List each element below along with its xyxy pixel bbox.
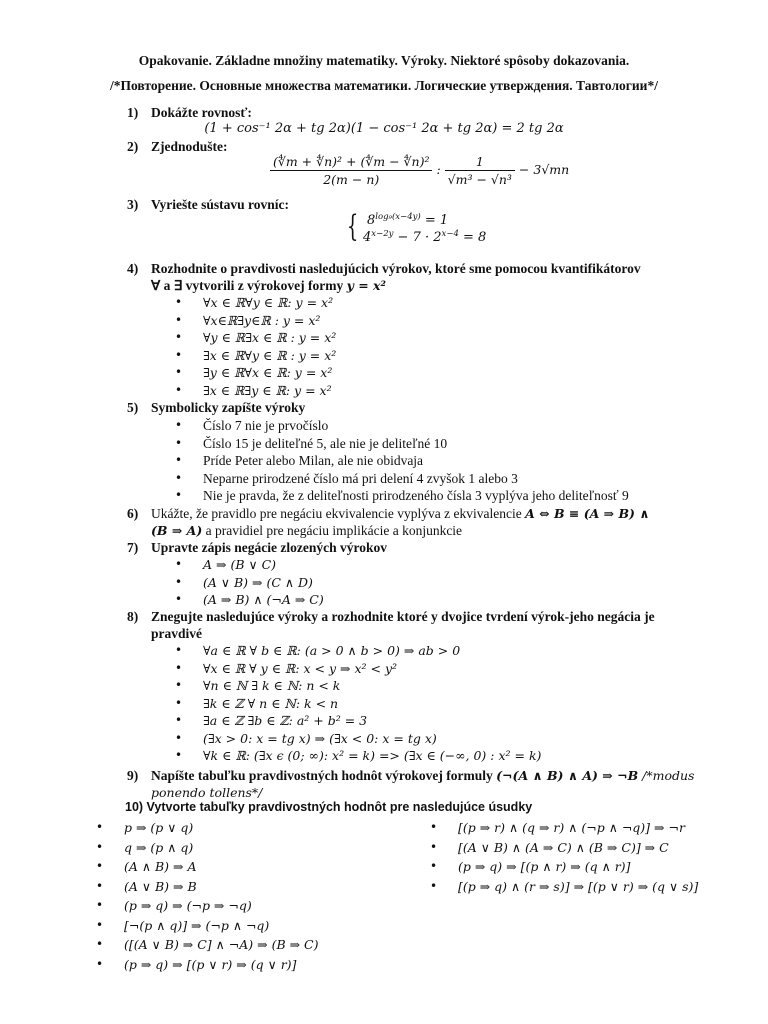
eq2-rhs: = 8	[458, 230, 487, 245]
eq1-base: 8	[367, 213, 376, 228]
propositional-form: y = x²	[346, 278, 386, 293]
list-item: • [¬(p ∧ q)] ⇒ (¬p ∧ ¬q)	[96, 916, 319, 936]
problem-7	[127, 539, 387, 556]
problem-10-right-list	[430, 818, 698, 896]
problem-4-list	[175, 294, 336, 399]
problem-1	[127, 104, 252, 121]
list-item: • ∀k ∈ ℝ: (∃x ϵ (0; ∞): x² = k) => (∃x ∈ (−∞, 0) : x² = k)	[175, 747, 541, 765]
problem-4	[127, 260, 641, 277]
problem-text: ∀ a ∃ vytvorili z výrokovej formy	[151, 278, 347, 293]
problem-3	[127, 196, 289, 213]
problem-1-formula: (1 + cos⁻¹ 2α + tg 2α)(1 − cos⁻¹ 2α + tg 2α) = 2 tg 2α	[204, 121, 564, 136]
problem-note: /*modus	[638, 768, 695, 783]
list-item: • [(p ⇒ q) ∧ (r ⇒ s)] ⇒ [(p ∨ r) ⇒ (q ∨ s)]	[430, 877, 698, 897]
problem-number: 2)	[127, 139, 139, 154]
list-item: • p ⇒ (p ∨ q)	[96, 818, 319, 838]
problem-text: Symbolicky zapíšte výroky	[151, 400, 306, 415]
fraction-denominator: √m³ − √n³	[447, 172, 512, 187]
problem-10: 10) Vytvorte tabuľky pravdivostných hodnôt pre nasledujúce úsudky	[125, 800, 533, 814]
list-item: • (p ⇒ q) ⇒ [(p ∧ r) ⇒ (q ∧ r)]	[430, 857, 698, 877]
list-item: • (A ∨ B) ⇒ (C ∧ D)	[175, 574, 324, 592]
division-colon: :	[436, 162, 441, 177]
list-item: • (A ∨ B) ⇒ B	[96, 877, 319, 897]
problem-number: 5)	[127, 400, 139, 415]
problem-text: Ukážte, že pravidlo pre negáciu ekvivalencie vyplýva z ekvivalencie	[151, 506, 526, 521]
problem-5	[127, 399, 305, 416]
eq2-exp-2: x−4	[441, 229, 459, 239]
list-item: • ∃y ∈ ℝ∀x ∈ ℝ: y = x²	[175, 364, 336, 382]
title-russian: /*Повторение. Основные множества математики. Логические утверждения. Тавтологии*/	[110, 78, 658, 93]
list-item: • ∀x∈ℝ∃y∈ℝ : y = x²	[175, 312, 336, 330]
list-item: • ∃x ∈ ℝ∀y ∈ ℝ : y = x²	[175, 347, 336, 365]
list-item: • ([(A ∨ B) ⇒ C] ∧ ¬A) ⇒ (B ⇒ C)	[96, 935, 319, 955]
list-item: • [(p ⇒ r) ∧ (q ⇒ r) ∧ (¬p ∧ ¬q)] ⇒ ¬r	[430, 818, 698, 838]
list-item: • (A ∧ B) ⇒ A	[96, 857, 319, 877]
equivalence-formula: A ⇔ B ≡ (A ⇒ B) ∧	[525, 506, 650, 521]
equation-1	[355, 212, 486, 229]
list-item: • (∃x > 0: x = tg x) ⇒ (∃x < 0: x = tg x)	[175, 730, 541, 748]
list-item: • q ⇒ (p ∧ q)	[96, 838, 319, 858]
list-item: • A ⇒ (B ∨ C)	[175, 556, 324, 574]
problem-9-line2	[151, 784, 262, 801]
list-item: • ∃k ∈ ℤ ∀ n ∈ ℕ: k < n	[175, 695, 541, 713]
eq1-exponent: log₉(x−4y)	[375, 212, 421, 222]
list-item: • Neparne prirodzené číslo má pri delení 4 zvyšok 1 alebo 3	[175, 470, 629, 488]
expression-tail: − 3√mn	[518, 162, 570, 177]
list-item: • (A ⇒ B) ∧ (¬A ⇒ C)	[175, 591, 324, 609]
problem-number: 7)	[127, 540, 139, 555]
problem-number: 4)	[127, 261, 139, 276]
implication-formula: (B ⇒ A)	[151, 523, 203, 538]
problem-5-list	[175, 417, 629, 505]
problem-number: 9)	[127, 768, 139, 783]
fraction-numerator: 1	[445, 154, 515, 171]
list-item: • ∀x ∈ ℝ ∀ y ∈ ℝ: x < y ⇒ x² < y²	[175, 660, 541, 678]
problem-text: Vyriešte sústavu rovníc:	[151, 197, 289, 212]
list-item: • (p ⇒ q) ⇒ [(p ∨ r) ⇒ (q ∨ r)]	[96, 955, 319, 975]
eq2-base-4: 4	[363, 230, 372, 245]
list-item: • Číslo 15 je deliteľné 5, ale nie je deliteľné 10	[175, 435, 629, 453]
list-item: • ∀x ∈ ℝ∀y ∈ ℝ: y = x²	[175, 294, 336, 312]
list-item: • ∀y ∈ ℝ∃x ∈ ℝ : y = x²	[175, 329, 336, 347]
problem-text: Upravte zápis negácie zlozených výrokov	[151, 540, 387, 555]
problem-10-left-list	[96, 818, 319, 974]
eq1-rhs: = 1	[420, 213, 449, 228]
equation-2	[355, 229, 486, 246]
problem-7-list	[175, 556, 324, 609]
problem-4-line2	[151, 277, 386, 294]
system-brace: {	[346, 209, 359, 244]
list-item: • ∀n ∈ ℕ ∃ k ∈ ℕ: n < k	[175, 677, 541, 695]
problem-8	[127, 608, 655, 625]
problem-2	[127, 138, 228, 155]
problem-8-list	[175, 642, 541, 765]
eq2-mid: − 7 · 2	[393, 230, 442, 245]
equation-system	[346, 209, 487, 246]
fraction-numerator: (∜m + ∜n)² + (∜m − ∜n)²	[270, 154, 432, 171]
fraction-second	[445, 154, 515, 187]
problem-number: 8)	[127, 609, 139, 624]
problem-text: Rozhodnite o pravdivosti nasledujúcich výrokov, ktoré sme pomocou kvantifikátorov	[151, 261, 641, 276]
eq2-exp-1: x−2y	[371, 229, 394, 239]
problem-8-line2: pravdivé	[151, 626, 203, 641]
title-slovak: Opakovanie. Základne množiny matematiky. Výroky. Niektoré spôsoby dokazovania.	[138, 53, 630, 68]
problem-2-expression	[270, 154, 569, 187]
problem-6	[127, 505, 649, 522]
modus-tollens-formula: (¬(A ∧ B) ∧ A) ⇒ ¬B	[496, 768, 639, 783]
list-item: • Nie je pravda, že z deliteľnosti prirodzeného čísla 3 vyplýva jeho deliteľnosť 9	[175, 487, 629, 505]
fraction-denominator: 2(m − n)	[323, 172, 380, 187]
problem-text: a pravidiel pre negáciu implikácie a konjunkcie	[202, 523, 463, 538]
list-item: • [(A ∨ B) ∧ (A ⇒ C) ∧ (B ⇒ C)] ⇒ C	[430, 838, 698, 858]
list-item: • Číslo 7 nie je prvočíslo	[175, 417, 629, 435]
list-item: • Príde Peter alebo Milan, ale nie obidvaja	[175, 452, 629, 470]
problem-text: Napíšte tabuľku pravdivostných hodnôt výrokovej formuly	[151, 768, 497, 783]
problem-number: 3)	[127, 197, 139, 212]
list-item: • (p ⇒ q) ⇒ (¬p ⇒ ¬q)	[96, 896, 319, 916]
problem-9	[127, 767, 694, 784]
problem-text: Znegujte nasledujúce výroky a rozhodnite ktoré y dvojice tvrdení výrok-jeho negácia je	[151, 609, 655, 624]
problem-number: 1)	[127, 105, 139, 120]
problem-note: ponendo tollens*/	[151, 785, 263, 800]
problem-number: 6)	[127, 506, 139, 521]
fraction-main	[270, 154, 432, 187]
list-item: • ∀a ∈ ℝ ∀ b ∈ ℝ: (a > 0 ∧ b > 0) ⇒ ab > 0	[175, 642, 541, 660]
list-item: • ∃x ∈ ℝ∃y ∈ ℝ: y = x²	[175, 382, 336, 400]
problem-text: Dokážte rovnosť:	[151, 105, 252, 120]
list-item: • ∃a ∈ ℤ ∃b ∈ ℤ: a² + b² = 3	[175, 712, 541, 730]
problem-6-line2	[151, 522, 462, 539]
problem-text: Zjednodušte:	[151, 139, 228, 154]
